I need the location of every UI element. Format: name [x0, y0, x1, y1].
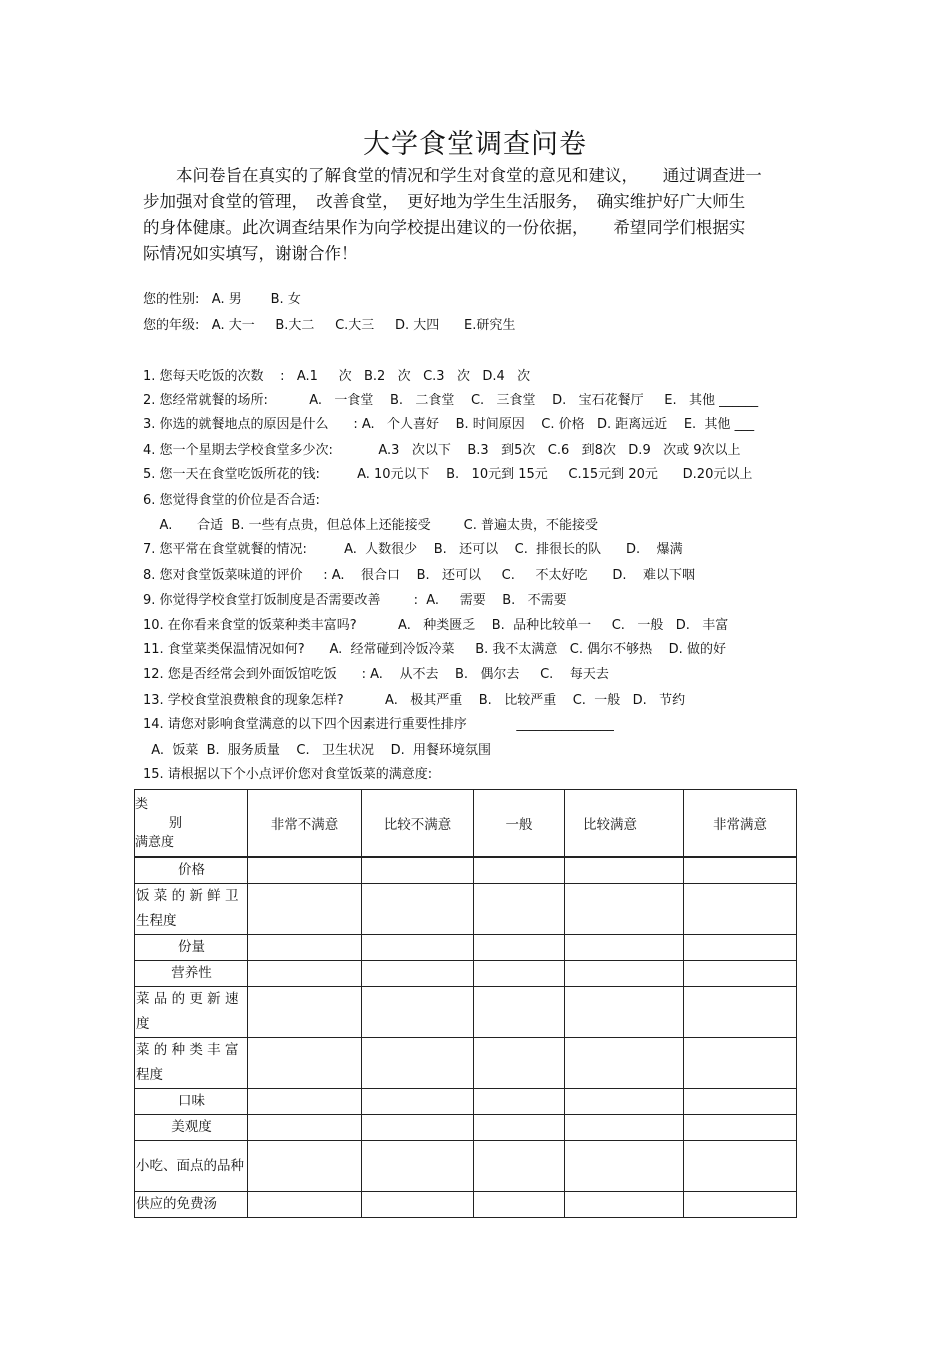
rating-cell[interactable]	[248, 1038, 362, 1089]
rating-cell[interactable]	[684, 1115, 797, 1141]
rating-cell[interactable]	[565, 857, 684, 884]
row-label: 美观度	[135, 1115, 248, 1141]
intro-line: 际情况如实填写，谢谢合作！	[143, 244, 358, 263]
corner-label-satisfaction: 满意度	[135, 834, 175, 850]
rating-cell[interactable]	[565, 1089, 684, 1115]
rating-cell[interactable]	[362, 884, 474, 935]
rating-cell[interactable]	[248, 1192, 362, 1218]
question-1: 1. 您每天吃饭的次数 : A.1 次 B.2 次 C.3 次 D.4 次	[143, 369, 531, 384]
rating-cell[interactable]	[565, 1038, 684, 1089]
rating-cell[interactable]	[362, 1141, 474, 1192]
rating-cell[interactable]	[565, 935, 684, 961]
intro-line: 本问卷旨在真实的了解食堂的情况和学生对食堂的意见和建议， 通过调查进一	[143, 166, 762, 185]
satisfaction-table	[134, 789, 797, 1218]
rating-cell[interactable]	[684, 1141, 797, 1192]
question-13: 13. 学校食堂浪费粮食的现象怎样? A. 极其严重 B. 比较严重 C. 一般 D. 节约	[143, 693, 686, 708]
column-header: 非常满意	[684, 790, 797, 858]
rating-cell[interactable]	[684, 884, 797, 935]
rating-cell[interactable]	[474, 1115, 565, 1141]
column-header: 一般	[474, 790, 565, 858]
rating-cell[interactable]	[248, 1141, 362, 1192]
rating-cell[interactable]	[684, 935, 797, 961]
column-header: 比较满意	[565, 790, 684, 858]
row-label: 饭 菜 的 新 鲜 卫 生程度	[135, 884, 248, 935]
question-4: 4. 您一个星期去学校食堂多少次: A.3 次以下 B.3 到5次 C.6 到8次 D.9 次或 9次以上	[143, 443, 741, 458]
table-row	[135, 1192, 797, 1218]
question-14-options: A. 饭菜 B. 服务质量 C. 卫生状况 D. 用餐环境氛围	[143, 743, 491, 758]
question-6-options: A. 合适 B. 一些有点贵，但总体上还能接受 C. 普遍太贵，不能接受	[143, 518, 598, 533]
rating-cell[interactable]	[684, 1089, 797, 1115]
rating-cell[interactable]	[248, 961, 362, 987]
grade-question: 您的年级: A. 大一 B.大二 C.大三 D. 大四 E.研究生	[143, 318, 516, 333]
rating-cell[interactable]	[474, 1089, 565, 1115]
table-row	[135, 884, 797, 935]
rating-cell[interactable]	[248, 884, 362, 935]
rating-cell[interactable]	[474, 987, 565, 1038]
rating-cell[interactable]	[684, 961, 797, 987]
row-label: 菜 的 种 类 丰 富 程度	[135, 1038, 248, 1089]
row-label: 价格	[135, 857, 248, 884]
question-12: 12. 您是否经常会到外面饭馆吃饭 : A. 从不去 B. 偶尔去 C. 每天去	[143, 667, 609, 682]
question-3: 3. 你选的就餐地点的原因是什么 : A. 个人喜好 B. 时间原因 C. 价格 D. 距离远近 E. 其他 ___	[143, 417, 755, 432]
question-6: 6. 您觉得食堂的价位是否合适:	[143, 493, 320, 508]
table-row	[135, 1089, 797, 1115]
intro-line: 的身体健康。此次调查结果作为向学校提出建议的一份依据， 希望同学们根据实	[143, 218, 746, 237]
row-label: 份量	[135, 935, 248, 961]
intro-paragraph	[143, 163, 805, 267]
table-corner-header	[135, 790, 248, 858]
rating-cell[interactable]	[362, 1192, 474, 1218]
table-row	[135, 987, 797, 1038]
rating-cell[interactable]	[362, 1038, 474, 1089]
rating-cell[interactable]	[362, 1089, 474, 1115]
question-8: 8. 您对食堂饭菜味道的评价 : A. 很合口 B. 还可以 C. 不太好吃 D. 难以下咽	[143, 568, 696, 583]
rating-cell[interactable]	[248, 987, 362, 1038]
rating-cell[interactable]	[474, 1038, 565, 1089]
rating-cell[interactable]	[474, 1141, 565, 1192]
rating-cell[interactable]	[565, 987, 684, 1038]
rating-cell[interactable]	[362, 987, 474, 1038]
gender-question: 您的性别: A. 男 B. 女	[143, 292, 301, 307]
rating-cell[interactable]	[565, 961, 684, 987]
row-label: 小吃、面点的品种	[135, 1141, 248, 1192]
rating-cell[interactable]	[474, 857, 565, 884]
rating-cell[interactable]	[248, 935, 362, 961]
question-2: 2. 您经常就餐的场所: A. 一食堂 B. 二食堂 C. 三食堂 D. 宝石花餐厅 E. 其他 ______	[143, 393, 759, 408]
rating-cell[interactable]	[362, 1115, 474, 1141]
rating-cell[interactable]	[362, 961, 474, 987]
question-11: 11. 食堂菜类保温情况如何? A. 经常碰到冷饭冷菜 B. 我不太满意 C. 偶尔不够热 D. 做的好	[143, 642, 726, 657]
rating-cell[interactable]	[565, 1115, 684, 1141]
rating-cell[interactable]	[684, 857, 797, 884]
rating-cell[interactable]	[565, 1192, 684, 1218]
rating-cell[interactable]	[474, 935, 565, 961]
question-7: 7. 您平常在食堂就餐的情况: A. 人数很少 B. 还可以 C. 排很长的队 D. 爆满	[143, 542, 683, 557]
rating-cell[interactable]	[684, 1038, 797, 1089]
table-row	[135, 857, 797, 884]
table-row	[135, 935, 797, 961]
page-title: 大学食堂调查问卷	[363, 129, 587, 160]
rating-cell[interactable]	[474, 884, 565, 935]
rating-cell[interactable]	[248, 1089, 362, 1115]
table-row	[135, 961, 797, 987]
table-row	[135, 1038, 797, 1089]
question-15: 15. 请根据以下个小点评价您对食堂饭菜的满意度:	[143, 767, 433, 782]
table-header-row	[135, 790, 797, 858]
rating-cell[interactable]	[684, 1192, 797, 1218]
table-row	[135, 1115, 797, 1141]
column-header: 非常不满意	[248, 790, 362, 858]
corner-label-category-2: 别	[169, 815, 183, 831]
column-header: 比较不满意	[362, 790, 474, 858]
rating-cell[interactable]	[684, 987, 797, 1038]
row-label: 营养性	[135, 961, 248, 987]
rating-cell[interactable]	[362, 935, 474, 961]
rating-cell[interactable]	[248, 1115, 362, 1141]
intro-line: 步加强对食堂的管理， 改善食堂， 更好地为学生生活服务， 确实维护好广大师生	[143, 192, 746, 211]
rating-cell[interactable]	[474, 1192, 565, 1218]
rating-cell[interactable]	[565, 1141, 684, 1192]
row-label: 菜 品 的 更 新 速 度	[135, 987, 248, 1038]
question-10: 10. 在你看来食堂的饭菜种类丰富吗? A. 种类匮乏 B. 品种比较单一 C. 一般 D. 丰富	[143, 618, 729, 633]
row-label: 口味	[135, 1089, 248, 1115]
rating-cell[interactable]	[362, 857, 474, 884]
rating-cell[interactable]	[248, 857, 362, 884]
rating-cell[interactable]	[565, 884, 684, 935]
question-14: 14. 请您对影响食堂满意的以下四个因素进行重要性排序 _______________	[143, 717, 614, 732]
corner-label-category-1: 类	[135, 796, 149, 812]
question-9: 9. 你觉得学校食堂打饭制度是否需要改善 : A. 需要 B. 不需要	[143, 593, 567, 608]
row-label: 供应的免费汤	[135, 1192, 248, 1218]
question-5: 5. 您一天在食堂吃饭所花的钱: A. 10元以下 B. 10元到 15元 C.15元到 20元 D.20元以上	[143, 467, 753, 482]
table-row	[135, 1141, 797, 1192]
rating-cell[interactable]	[474, 961, 565, 987]
